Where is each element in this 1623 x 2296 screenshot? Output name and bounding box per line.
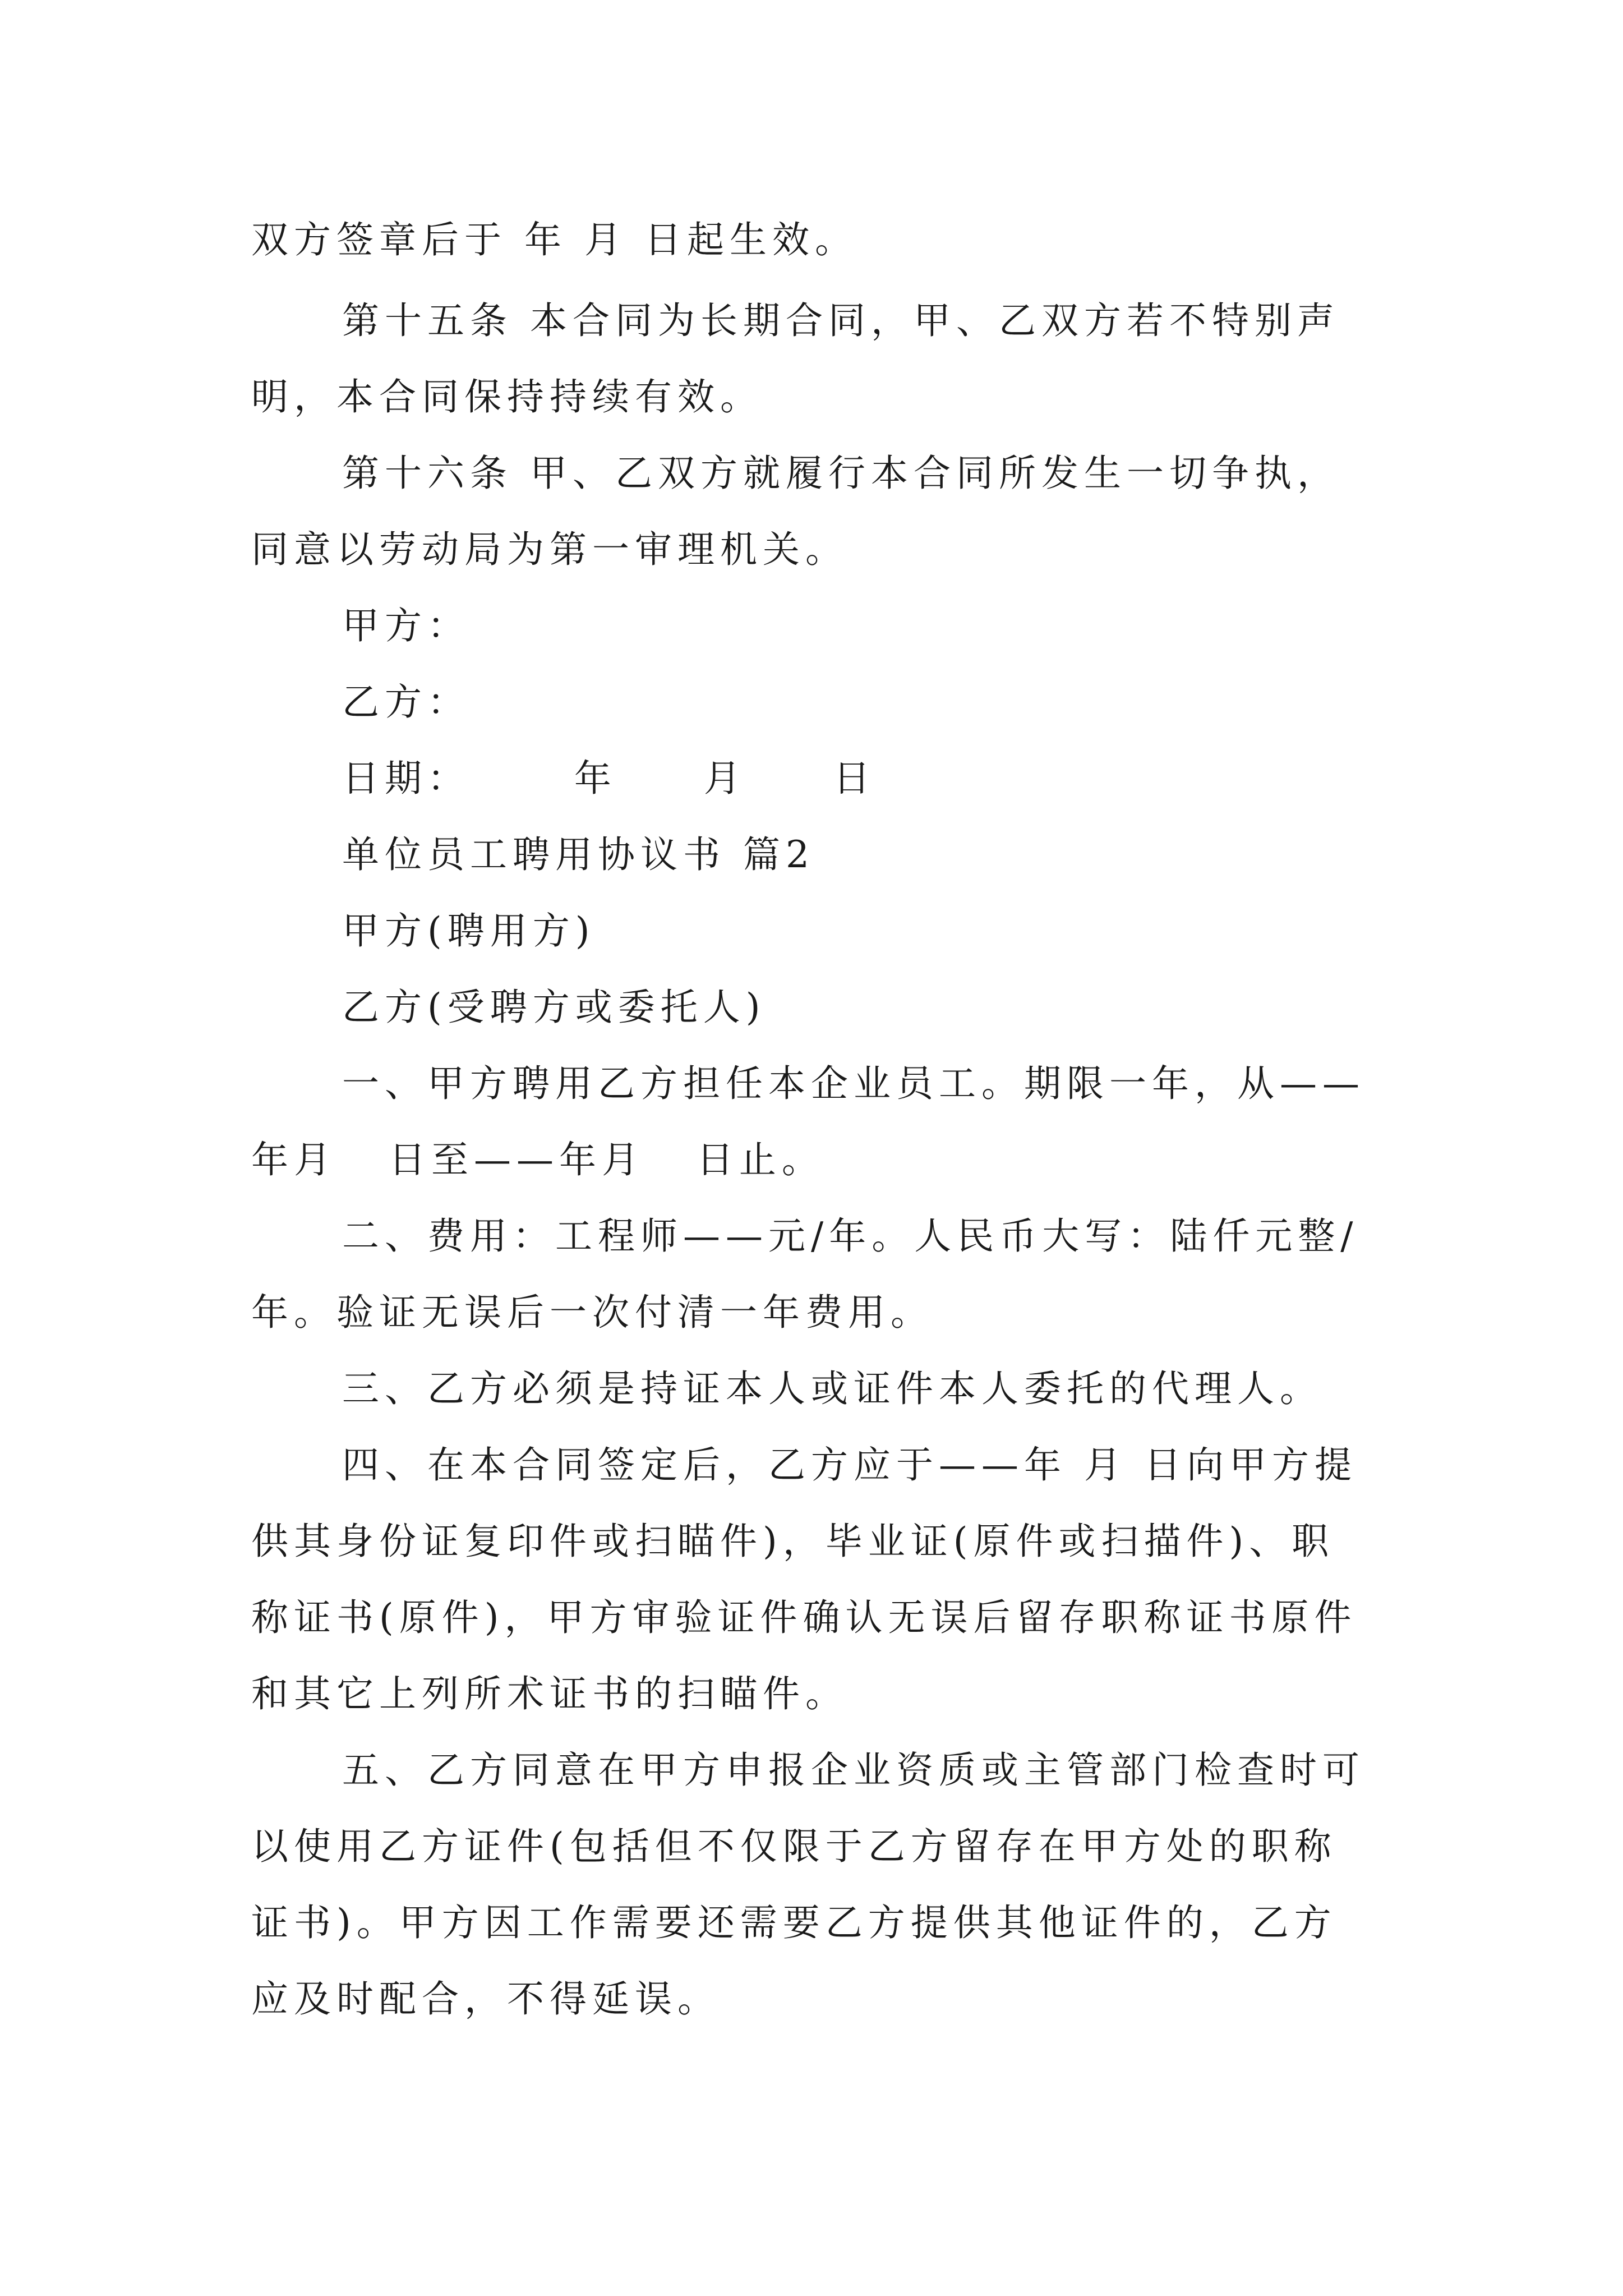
clause-4-line-2: 供其身份证复印件或扫瞄件)，毕业证(原件或扫描件)、职 [251,1520,1335,1563]
article-15-line-1: 第十五条 本合同为长期合同，甲、乙双方若不特别声 [342,299,1340,342]
article-16-line-2: 同意以劳动局为第一审理机关。 [251,528,848,571]
article-15-line-2: 明，本合同保持持续有效。 [251,375,763,418]
clause-3-line-1: 三、乙方必须是持证本人或证件本人委托的代理人。 [342,1367,1322,1410]
clause-4-line-3: 称证书(原件)，甲方审验证件确认无误后留存职称证书原件 [251,1596,1357,1639]
clause-1-line-2: 年月 日至——年月 日止。 [251,1138,824,1181]
party-b-label: 乙方： [342,680,470,724]
clause-5-line-4: 应及时配合，不得延误。 [251,1977,720,2021]
line-effective-date: 双方签章后于 年 月 日起生效。 [251,218,857,261]
party-b-employee: 乙方(受聘方或委托人) [342,986,766,1029]
clause-1-line-1: 一、甲方聘用乙方担任本企业员工。期限一年，从—— [342,1062,1365,1105]
party-a-employer: 甲方(聘用方) [342,909,596,953]
date-line: 日期： 年 月 日 [342,757,876,800]
clause-2-line-1: 二、费用：工程师——元/年。人民币大写：陆仟元整/ [342,1214,1359,1258]
party-a-label: 甲方： [342,604,470,647]
clause-5-line-3: 证书)。甲方因工作需要还需要乙方提供其他证件的，乙方 [251,1901,1337,1944]
clause-4-line-4: 和其它上列所术证书的扫瞄件。 [251,1672,848,1715]
section-title: 单位员工聘用协议书 篇2 [342,833,815,876]
article-16-line-1: 第十六条 甲、乙双方就履行本合同所发生一切争执， [342,452,1340,495]
clause-5-line-1: 五、乙方同意在甲方申报企业资质或主管部门检查时可 [342,1749,1365,1792]
clause-4-line-1: 四、在本合同签定后，乙方应于——年 月 日向甲方提 [342,1443,1357,1487]
clause-5-line-2: 以使用乙方证件(包括但不仅限于乙方留存在甲方处的职称 [251,1825,1337,1868]
clause-2-line-2: 年。验证无误后一次付清一年费用。 [251,1291,933,1334]
